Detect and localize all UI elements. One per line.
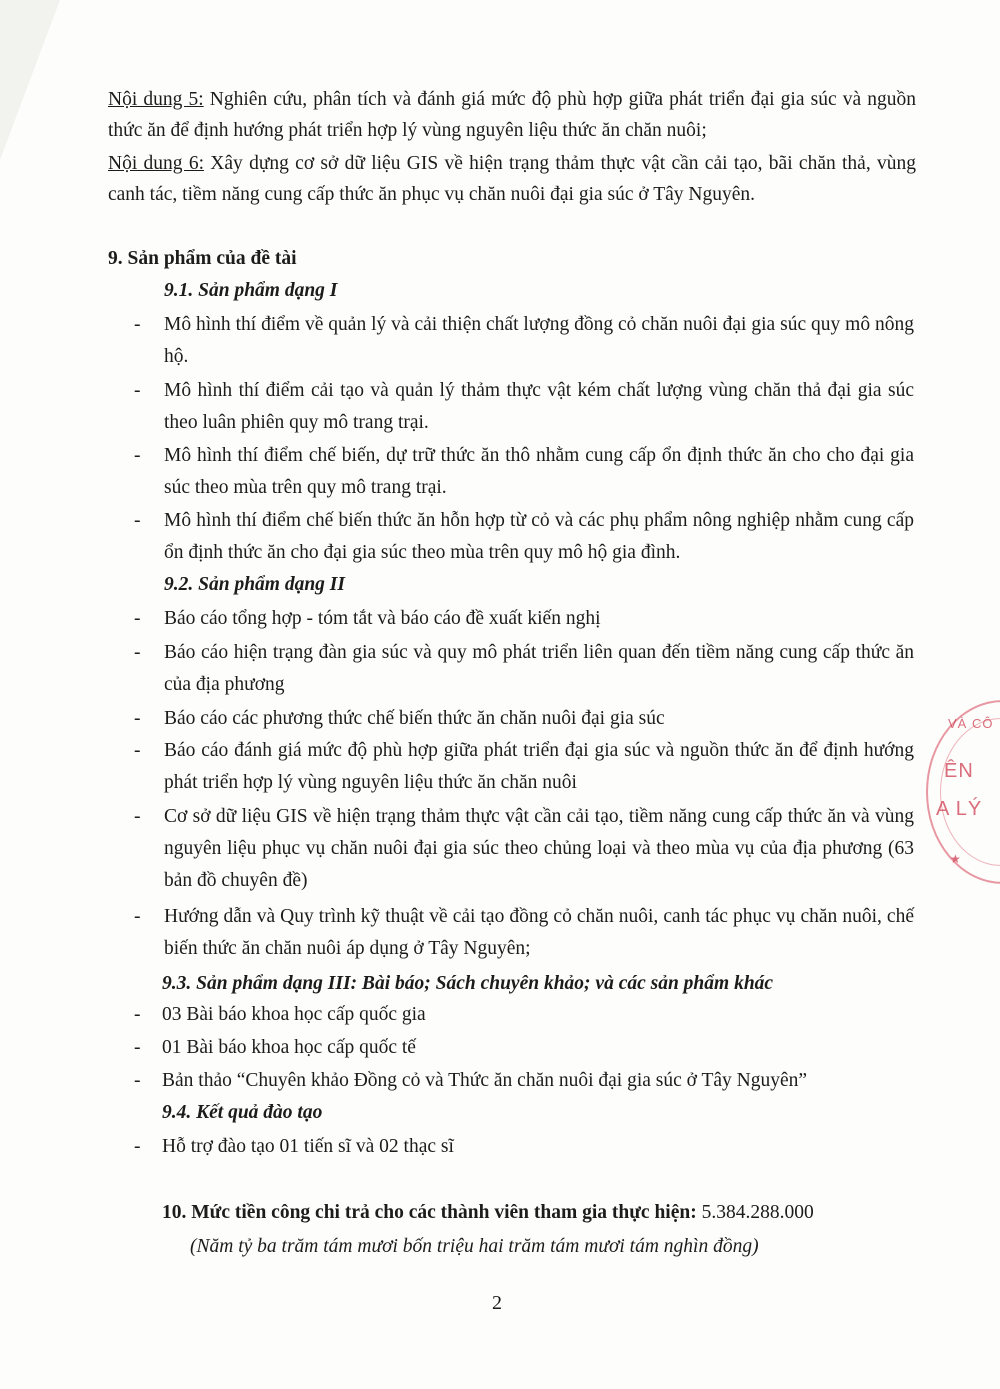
list-bullet: - — [134, 1037, 141, 1058]
stamp-text: A LÝ — [936, 798, 983, 820]
content-6-paragraph — [108, 148, 916, 210]
list-item: 01 Bài báo khoa học cấp quốc tế — [162, 1037, 416, 1058]
stamp-text: VÀ CÔ — [948, 716, 994, 731]
list-item: Báo cáo tổng hợp - tóm tắt và báo cáo đề xuất kiến nghị — [164, 608, 601, 629]
list-item: Mô hình thí điểm chế biến, dự trữ thức ăn thô nhằm cung cấp ổn định thức ăn cho cho đại gia súc theo mùa trên quy mô trang trại. — [164, 445, 914, 498]
list-bullet: - — [134, 380, 141, 401]
section-10-line — [162, 1197, 814, 1228]
section-9-1-heading: 9.1. Sản phẩm dạng I — [164, 280, 338, 301]
content-6-label: Nội dung 6: — [108, 153, 204, 174]
section-10-label: 10. Mức tiền công chi trả cho các thành viên tham gia thực hiện: — [162, 1202, 697, 1223]
list-bullet: - — [134, 510, 141, 531]
list-item: Mô hình thí điểm chế biến thức ăn hỗn hợp từ cỏ và các phụ phẩm nông nghiệp nhằm cung cấp ổn định thức ăn cho đại gia súc theo mùa trên quy mô hộ gia đình. — [164, 510, 914, 563]
page-number: 2 — [492, 1292, 502, 1314]
list-item: Hướng dẫn và Quy trình kỹ thuật về cải tạo đồng cỏ chăn nuôi, canh tác phục vụ chăn nuôi, chế biến thức ăn chăn nuôi áp dụng ở Tây Nguyên; — [164, 906, 914, 959]
section-9-4-heading: 9.4. Kết quả đào tạo — [162, 1102, 323, 1123]
list-item: Mô hình thí điểm cải tạo và quản lý thảm thực vật kém chất lượng vùng chăn thả đại gia súc theo luân phiên quy mô trang trại. — [164, 380, 914, 433]
scan-corner-shadow — [0, 0, 60, 160]
content-5-paragraph — [108, 84, 916, 146]
list-item: Báo cáo hiện trạng đàn gia súc và quy mô phát triển liên quan đến tiềm năng cung cấp thức ăn của địa phương — [164, 642, 914, 695]
list-bullet: - — [134, 906, 141, 927]
list-item: Báo cáo đánh giá mức độ phù hợp giữa phát triển đại gia súc và nguồn thức ăn để định hướng phát triển hợp lý vùng nguyên liệu thức ăn chăn nuôi — [164, 740, 914, 793]
section-10-amount-in-words: (Năm tỷ ba trăm tám mươi bốn triệu hai trăm tám mươi tám nghìn đồng) — [190, 1236, 759, 1257]
stamp-text: ÊN — [944, 760, 974, 782]
list-bullet: - — [134, 445, 141, 466]
list-bullet: - — [134, 1136, 141, 1157]
list-bullet: - — [134, 1004, 141, 1025]
content-6-text: Xây dựng cơ sở dữ liệu GIS về hiện trạng thảm thực vật cần cải tạo, bãi chăn thả, vùng canh tác, tiềm năng cung cấp thức ăn phục vụ chăn nuôi đại gia súc ở Tây Nguyên. — [108, 153, 916, 205]
stamp-star-icon: ★ — [950, 852, 962, 866]
list-bullet: - — [134, 806, 141, 827]
list-bullet: - — [134, 608, 141, 629]
list-bullet: - — [134, 314, 141, 335]
list-item: Mô hình thí điểm về quản lý và cải thiện chất lượng đồng cỏ chăn nuôi đại gia súc quy mô nông hộ. — [164, 314, 914, 367]
section-9-3-heading: 9.3. Sản phẩm dạng III: Bài báo; Sách chuyên khảo; và các sản phẩm khác — [162, 973, 774, 994]
list-item: 03 Bài báo khoa học cấp quốc gia — [162, 1004, 426, 1025]
section-10-amount: 5.384.288.000 — [696, 1202, 814, 1223]
list-bullet: - — [134, 740, 141, 761]
list-item: Bản thảo “Chuyên khảo Đồng cỏ và Thức ăn chăn nuôi đại gia súc ở Tây Nguyên” — [162, 1070, 808, 1091]
content-5-label: Nội dung 5: — [108, 89, 204, 110]
list-bullet: - — [134, 1070, 141, 1091]
list-item: Báo cáo các phương thức chế biến thức ăn chăn nuôi đại gia súc — [164, 708, 665, 729]
list-bullet: - — [134, 708, 141, 729]
section-9-heading: 9. Sản phẩm của đề tài — [108, 248, 297, 269]
list-item: Hỗ trợ đào tạo 01 tiến sĩ và 02 thạc sĩ — [162, 1136, 454, 1157]
list-bullet: - — [134, 642, 141, 663]
section-9-2-heading: 9.2. Sản phẩm dạng II — [164, 574, 345, 595]
content-5-text: Nghiên cứu, phân tích và đánh giá mức độ phù hợp giữa phát triển đại gia súc và nguồn thức ăn để định hướng phát triển hợp lý vùng nguyên liệu thức ăn chăn nuôi; — [108, 89, 916, 141]
list-item: Cơ sở dữ liệu GIS về hiện trạng thảm thực vật cần cải tạo, tiềm năng cung cấp thức ăn và vùng nguyên liệu phục vụ chăn nuôi đại gia súc theo chủng loại và theo mùa vụ của địa phương (63 bản đồ chuyên đề) — [164, 806, 914, 891]
